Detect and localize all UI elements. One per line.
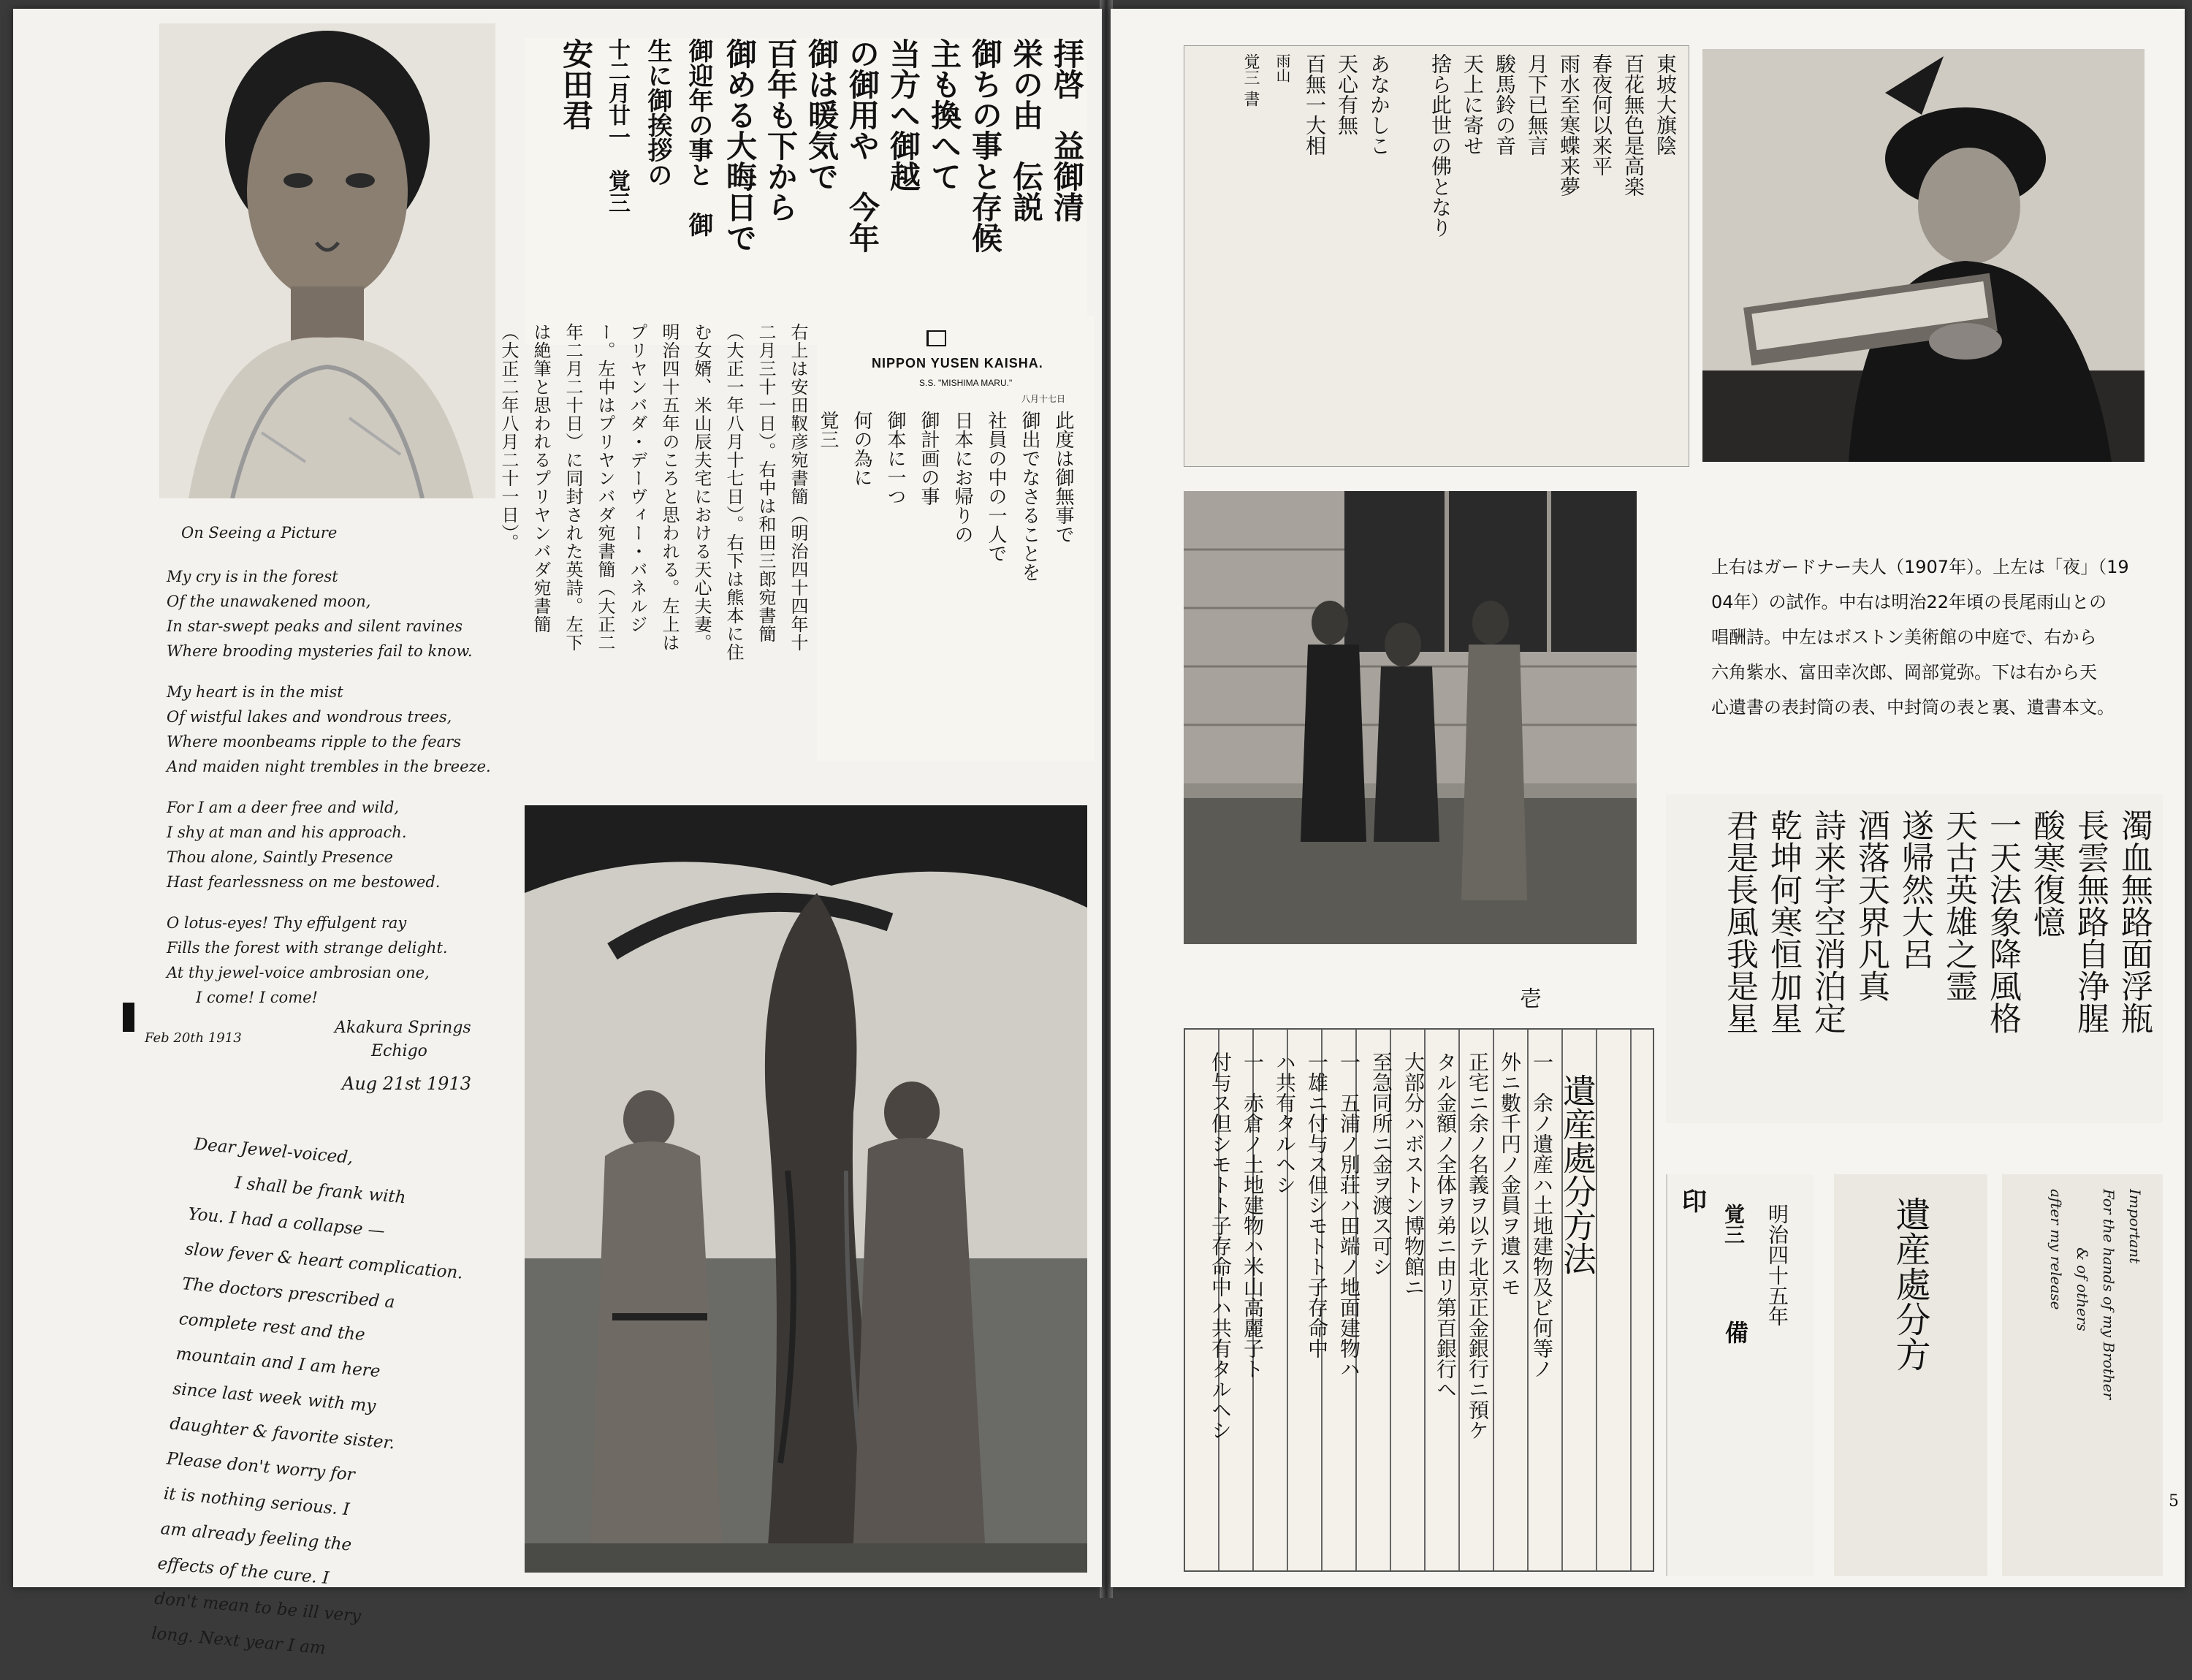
hymn-column: 君是長風我是星 [1721, 809, 1758, 1034]
letter-body [150, 1127, 530, 1680]
poem-stanza-3 [167, 795, 510, 894]
poem-line: Thou alone, Saintly Presence [167, 848, 393, 866]
poem-line: My cry is in the forest [167, 568, 338, 585]
envelope-seal-mark: 印 [1682, 1187, 1707, 1217]
right-caption-line: 04年）の試作。中右は明治22年頃の長尾雨山との [1711, 592, 2107, 612]
nagao-column: 天心有無 [1335, 53, 1359, 135]
wada-column: 覚三 [817, 411, 839, 449]
letter-date: Aug 21st 1913 [342, 1073, 471, 1094]
letter-line: mountain and I am here [175, 1344, 381, 1382]
will-column: 一 赤倉ノ土地建物ハ米山高麗子ト [1241, 1052, 1265, 1379]
letter-line: Dear Jewel-voiced, [193, 1134, 354, 1168]
yasuda-column: 栄の由 伝説 [1008, 38, 1044, 222]
wada-column: 何の為に [850, 411, 872, 487]
letter-line: it is nothing serious. I [162, 1484, 351, 1520]
envelope1-column: 明治四十五年 [1765, 1204, 1789, 1326]
right-page [1111, 9, 2185, 1587]
poem-line: Of wistful lakes and wondrous trees, [167, 708, 452, 726]
hymn-calligraphy-scan [1666, 794, 2163, 1123]
yasuda-column: の御用や 今年 [845, 38, 880, 253]
hymn-column: 乾坤何寒恒加星 [1765, 809, 1802, 1034]
poem-line: O lotus-eyes! Thy effulgent ray [167, 914, 407, 932]
nagao-column: 百花無色是高楽 [1621, 53, 1645, 197]
will-document-scan [1184, 1028, 1654, 1572]
will-column: 一 五浦ノ別荘ハ田端ノ地面建物ハ [1337, 1052, 1361, 1379]
hymn-calligraphy-text [1717, 809, 2155, 1116]
nagao-column: 雨水至寒蝶来夢 [1557, 53, 1581, 197]
yasuda-column: 御迎年の事と 御 [684, 38, 713, 237]
yasuda-letter-text [555, 38, 1087, 330]
wada-letter-text [811, 411, 1080, 747]
poem-stanza-1 [167, 564, 510, 664]
poem-line: Hast fearlessness on me bestowed. [167, 873, 441, 891]
poem-line: And maiden night trembles in the breeze. [167, 758, 491, 775]
letter-line: since last week with my [172, 1379, 377, 1416]
poem-line: I come! I come! [196, 989, 318, 1006]
letterhead-title: NIPPON YUSEN KAISHA. [872, 356, 1043, 370]
envelope3-line: Important [2126, 1189, 2144, 1264]
poem-line: My heart is in the mist [167, 683, 343, 701]
yasuda-column: 当方へ御越 [886, 38, 921, 191]
right-caption-line: 六角紫水、富田幸次郎、岡部覚弥。下は右から天 [1711, 662, 2097, 683]
will-column: 至急同所ニ金ヲ渡ス可シ [1369, 1052, 1393, 1277]
portrait-priyamvada-photo [159, 23, 495, 498]
portrait-drawing [159, 23, 495, 498]
nagao-column: 月下已無言 [1525, 53, 1549, 156]
hymn-column: 濁血無路面浮瓶 [2115, 809, 2153, 1034]
boston-courtyard-photo [1184, 491, 1637, 944]
right-caption-line: 唱酬詩。中左はボストン美術館の中庭で、右から [1711, 627, 2097, 647]
right-caption-line: 心遺書の表封筒の表、中封筒の表と裏、遺書本文。 [1711, 697, 2115, 718]
nagao-column: 春夜何以来平 [1589, 53, 1613, 176]
yasuda-letter-scan [525, 38, 1087, 345]
poem-line: At thy jewel-voice ambrosian one, [167, 964, 430, 981]
nagao-poem-text [1234, 53, 1681, 455]
letter-line: complete rest and the [178, 1310, 366, 1345]
hymn-column: 酒落天界凡真 [1852, 809, 1890, 1002]
nagao-column: あなかしこ [1367, 53, 1391, 156]
nagao-column: 雨山 [1274, 53, 1291, 83]
poem-stanza-2 [167, 680, 510, 779]
envelope3-line: & of others [2074, 1247, 2091, 1331]
yasuda-column: 十二月廿一 覚三 [604, 38, 630, 213]
nagao-column: 百無一大相 [1303, 53, 1327, 156]
poem-line: I shy at man and his approach. [167, 824, 407, 841]
flag-icon [926, 330, 946, 346]
letterhead-ship: S.S. "MISHIMA MARU." [919, 378, 1013, 388]
letterhead-date: 八月十七日 [1021, 394, 1066, 404]
letter-line: You. I had a collapse — [187, 1204, 386, 1242]
right-caption-line: 上右はガードナー夫人（1907年）。上左は「夜」（19 [1711, 557, 2129, 577]
will-column: 一雄ニ付与ス但シモトト子存命中 [1305, 1052, 1329, 1358]
envelope-outer-front [1666, 1174, 1814, 1576]
nagao-poem-scan [1184, 45, 1689, 467]
hymn-column: 酸寒復憶 [2028, 809, 2065, 938]
poem-manuscript [145, 520, 510, 1051]
poem-line: Where moonbeams ripple to the fears [167, 733, 461, 750]
will-column: ハ共有タルヘシ [1273, 1052, 1297, 1195]
letter-line: I shall be frank with [234, 1174, 407, 1208]
poem-line: For I am a deer free and wild, [167, 799, 400, 816]
courtyard-photo-drawing [1184, 491, 1637, 944]
will-column: 付与ス但シモトト子存命中ハ共有タルヘシ [1209, 1052, 1233, 1440]
yasuda-column: 御は暖気で [804, 38, 840, 191]
letter-line: Please don't worry for [166, 1449, 356, 1485]
poem-line: Fills the forest with strange delight. [167, 939, 448, 957]
envelope1-column: 覚三 [1721, 1204, 1746, 1244]
yasuda-column: 御ちの事と存候 [967, 38, 1003, 253]
right-caption [1711, 550, 2164, 725]
letter-corner-mark [123, 1003, 134, 1032]
left-caption: 右上は安田靫彦宛書簡（明治四十四年十二月三十一日）。右中は和田三郎宛書簡（大正一年八月十七日）。右下は熊本に住む女婿、米山辰夫宅における天心夫妻。明治四十五年のころと思われる。左上はプリヤンバダ・デーヴィー・バネルジー。左中はプリヤンバダ宛書簡（大正二年二月二十日）に同封された英詩。左下は絶筆と思われるプリヤンバダ宛書簡（大正二年八月二十一日）。 [498, 323, 808, 661]
letter-line: effects of the cure. I [156, 1554, 330, 1589]
envelope3-text [2043, 1189, 2148, 1554]
hymn-column: 遂帰然大呂 [1896, 809, 1933, 970]
poem-line: Of the unawakened moon, [167, 593, 371, 610]
nagao-column: 東坡大旗陰 [1653, 53, 1678, 156]
wada-column: 御計画の事 [918, 411, 940, 506]
nagao-column: 駿馬鈴の音 [1493, 53, 1517, 156]
last-letter-manuscript [123, 1003, 532, 1659]
envelope2-title: 遺産處分方 [1890, 1196, 1930, 1372]
letter-line: long. Next year I am [151, 1624, 327, 1659]
left-page [13, 9, 1102, 1659]
envelope1-extra: 備 [1721, 1320, 1749, 1344]
nagao-column: 捨ら此世の佛となり [1428, 53, 1453, 237]
will-header-mark: 壱 [1520, 987, 1542, 1012]
envelope3-line: after my release [2047, 1189, 2065, 1310]
yasuda-column: 生に御挨拶の [643, 38, 672, 187]
wada-column: 日本にお帰りの [951, 411, 973, 544]
poem-line: Where brooding mysteries fail to know. [167, 642, 473, 660]
letter-place-2: Echigo [371, 1042, 427, 1060]
will-column: 大部分ハボストン博物館ニ [1401, 1052, 1426, 1297]
mrs-gardner-photo [1702, 49, 2145, 462]
wada-column: 御本に一つ [884, 411, 906, 506]
tenshin-couple-tree-photo [525, 805, 1087, 1573]
hymn-column: 詩来宇空消泊定 [1808, 809, 1846, 1034]
hymn-column: 長雲無路自浄腥 [2071, 809, 2109, 1034]
nagao-column: 覚三 書 [1241, 53, 1260, 107]
letter-line: don't mean to be ill very [153, 1589, 362, 1627]
will-column: 一 余ノ遺産ハ土地建物及ビ何等ノ [1530, 1052, 1554, 1379]
will-column: 正宅ニ余ノ名義ヲ以テ北京正金銀行ニ預ケ [1466, 1052, 1490, 1440]
poem-date: Feb 20th 1913 [145, 1030, 242, 1046]
hymn-column: 一天法象降風格 [1984, 809, 2021, 1034]
wada-letter-scan [817, 316, 1095, 761]
yasuda-column: 百年も下から [763, 38, 799, 222]
gardner-photo-drawing [1702, 49, 2145, 462]
yasuda-column: 御める大晦日で [722, 38, 758, 253]
envelope-inner-back [2002, 1174, 2163, 1576]
poem-stanza-4 [167, 911, 510, 1010]
will-column: タル金額ノ全体ヲ弟ニ由リ第百銀行ヘ [1434, 1052, 1458, 1399]
nagao-column: 天上に寄せ [1461, 53, 1485, 156]
page-number: 5 [2169, 1492, 2179, 1510]
letter-line: The doctors prescribed a [181, 1274, 396, 1312]
wada-column: 此度は御無事で [1052, 411, 1074, 544]
poem-line: In star-swept peaks and silent ravines [167, 617, 463, 635]
envelope3-line: For the hands of my Brother [2100, 1189, 2117, 1399]
wada-column: 社員の中の一人で [985, 411, 1007, 563]
letter-line: am already feeling the [159, 1519, 353, 1555]
wada-column: 御出でなさることを [1019, 411, 1040, 582]
poem-title: On Seeing a Picture [181, 524, 338, 541]
will-column: 外ニ數千円ノ金員ヲ遺スモ [1498, 1052, 1522, 1297]
will-body [1204, 1052, 1558, 1563]
letter-place: Akakura Springs [335, 1019, 471, 1037]
hymn-column: 天古英雄之霊 [1940, 809, 1977, 1002]
envelope1-text [1711, 1204, 1799, 1525]
letter-line: daughter & favorite sister. [169, 1414, 396, 1453]
tree-photo-drawing [525, 805, 1087, 1573]
envelope-inner-front [1834, 1174, 1987, 1576]
yasuda-column: 拝啓 益御清 [1049, 38, 1085, 222]
will-title: 遺産處分方法 [1558, 1073, 1597, 1275]
yasuda-column: 安田君 [558, 38, 594, 130]
yasuda-column: 主も換へて [926, 38, 962, 191]
letter-line: slow fever & heart complication. [184, 1239, 464, 1283]
